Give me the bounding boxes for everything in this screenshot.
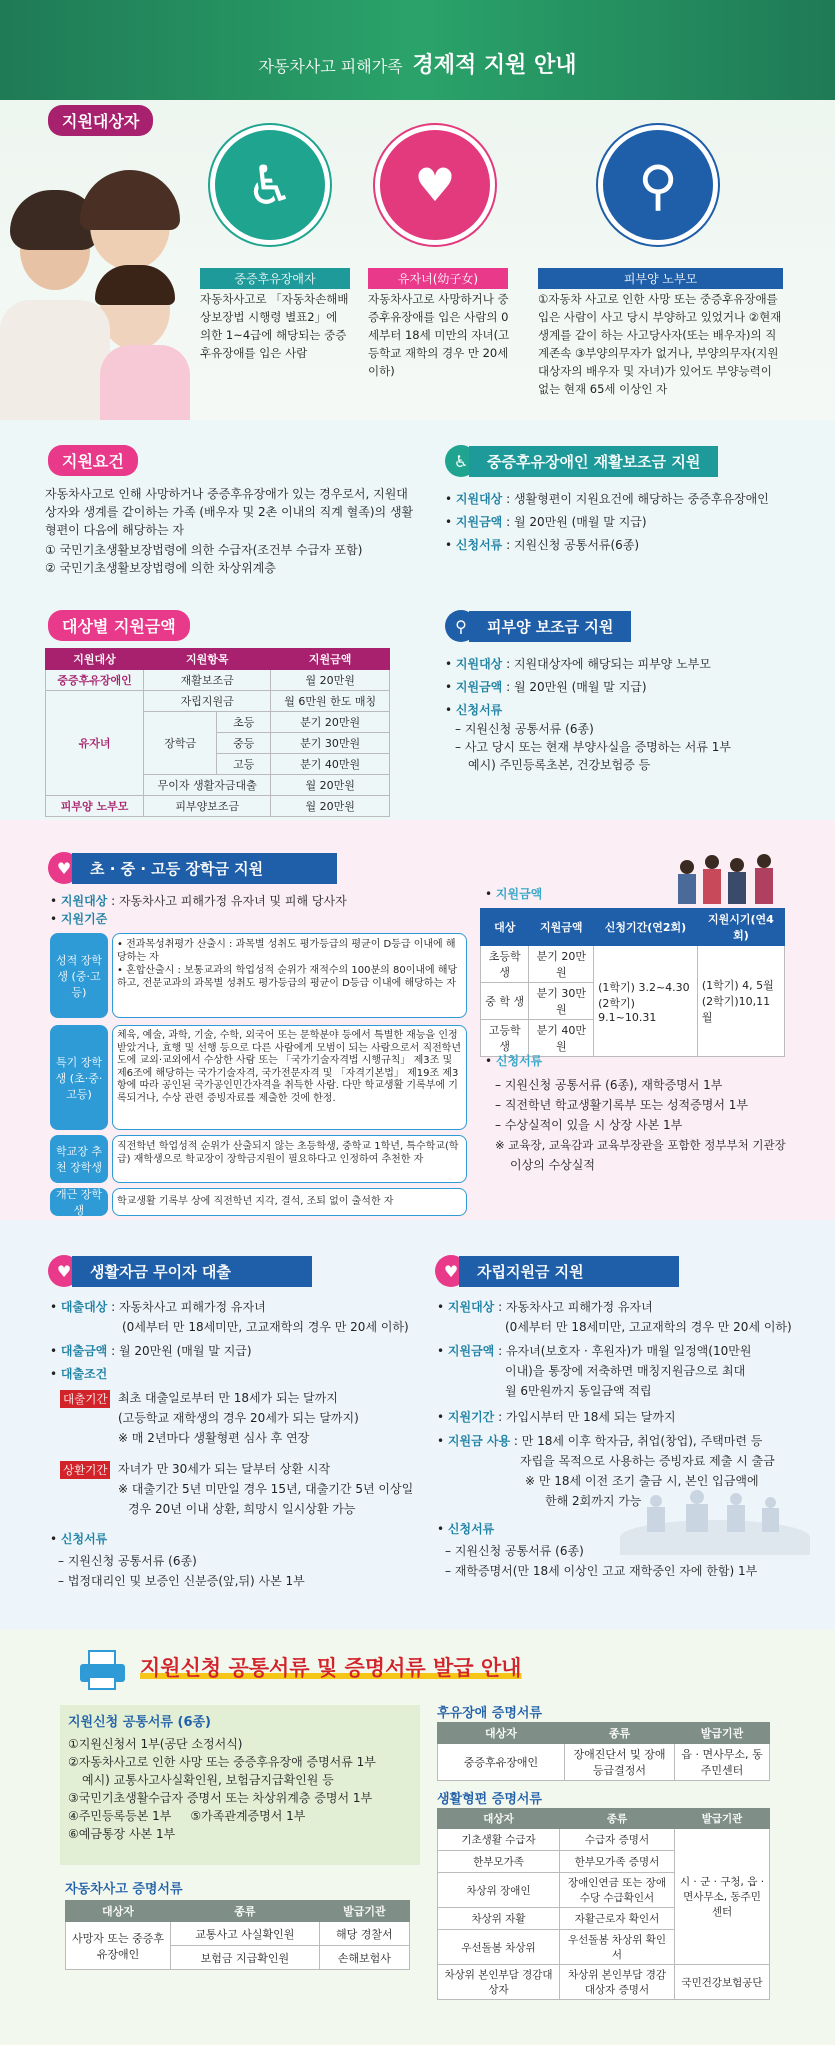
indep-target: • 지원대상 : 자동차사고 피해가정 유자녀 xyxy=(437,1300,653,1314)
col-header: 발급기관 xyxy=(675,1723,770,1744)
table-cell: 차상위 본인부담 경감대상자 xyxy=(438,1965,560,2000)
requirement-item-2: ② 국민기초생활보장법령에 의한 차상위계층 xyxy=(45,561,276,575)
criteria-name: 개근 장학생 xyxy=(50,1188,108,1216)
criteria-name: 성적 장학생 (중·고등) xyxy=(50,933,108,1018)
page-title xyxy=(0,48,835,79)
target-card-child xyxy=(375,125,500,245)
family-icon: ♥ xyxy=(375,125,495,245)
living-table xyxy=(437,1808,770,2000)
col-header: 발급기관 xyxy=(675,1809,770,1829)
target-card-parent xyxy=(598,125,723,245)
amount-item: 중등 xyxy=(217,733,271,754)
documents-section xyxy=(0,1630,835,2045)
target-section xyxy=(0,100,835,420)
amount-item: 무이자 생활자금대출 xyxy=(144,775,271,796)
loan-section xyxy=(0,1220,835,1630)
rehab-row: • 신청서류 : 지원신청 공통서류(6종) xyxy=(445,538,640,552)
amount-value: 분기 30만원 xyxy=(271,733,390,754)
requirement-item-1: ① 국민기초생활보장법령에 의한 수급자(조건부 수급자 포함) xyxy=(45,543,363,557)
disability-table xyxy=(437,1722,770,1781)
common-docs-box xyxy=(60,1705,420,1865)
rehab-row: • 지원대상 : 생활형편이 지원요건에 해당하는 중증후유장애인 xyxy=(445,492,769,506)
scholarship-heading xyxy=(48,852,337,884)
amount-target: 유자녀 xyxy=(46,691,144,796)
table-cell: 분기 20만원 xyxy=(529,946,594,983)
table-cell: 분기 40만원 xyxy=(529,1020,594,1057)
criteria-desc: 학교생활 기록부 상에 직전학년 지각, 결석, 조퇴 없이 출석한 자 xyxy=(112,1188,467,1216)
amount-value: 월 20만원 xyxy=(271,775,390,796)
loan-period: 최초 대출일로부터 만 18세가 되는 달까지 xyxy=(118,1391,338,1405)
indep-amount-cont: 월 6만원까지 동일금액 적립 xyxy=(505,1384,652,1398)
rehab-heading xyxy=(445,445,718,477)
col-header: 종류 xyxy=(560,1809,675,1829)
col-header: 발급기관 xyxy=(319,1901,409,1922)
target-heading: 지원대상자 xyxy=(48,105,153,136)
loan-repay: ※ 대출기간 5년 미만일 경우 15년, 대출기간 5년 이상일 xyxy=(118,1482,414,1496)
elderly-icon: ⚲ xyxy=(598,125,718,245)
indep-period: • 지원기간 : 가입시부터 만 18세 되는 달까지 xyxy=(437,1410,676,1424)
family-icon: ♥ xyxy=(435,1255,467,1287)
target-desc-child: 자동차사고로 사망하거나 중증후유장애를 입은 사람의 0세부터 18세 미만의 자녀(고등학교 재학의 경우 만 20세 이하) xyxy=(368,292,510,378)
accident-docs-title: 자동차사고 증명서류 xyxy=(65,1882,183,1897)
criteria-desc: 체육, 예술, 과학, 기술, 수학, 외국어 또는 문학분야 등에서 특별한 재능을 인정받았거나, 효행 및 선행 등으로 다른 사람에게 모범이 되는 사람으로서 직전학년도에 교외·교외에서 수상한 사람 또는 「국가기술자격법 시행규칙」 제3조 및 제6조에 해당하는 국가기술자격, 국가전문자격 및 「자격기본법」 제19조 제3항에 따라 공인된 국가공인민간자격을 취득한 사람. 다만 학교생활 기록부에 기록되거나, 수상 관련 증빙자료를 제출한 것에 한정. xyxy=(112,1025,467,1130)
table-cell: 시 · 군 · 구청, 읍 · 면사무소, 동주민센터 xyxy=(675,1829,770,1965)
common-doc: ②자동차사고로 인한 사망 또는 중증후유장애 증명서류 1부 xyxy=(68,1755,376,1769)
table-cell: 차상위 장애인 xyxy=(438,1873,560,1908)
scholarship-doc: 이상의 수상실적 xyxy=(510,1158,595,1172)
family-icon: ♥ xyxy=(48,852,80,884)
target-card-disabled xyxy=(210,125,335,245)
elderly-icon: ⚲ xyxy=(445,610,477,642)
indep-amount-cont: 이내)을 통장에 저축하면 매칭지원금으로 최대 xyxy=(505,1364,746,1378)
loan-period: ※ 매 2년마다 생활형편 심사 후 연장 xyxy=(118,1431,310,1445)
disability-docs-title: 후유장애 증명서류 xyxy=(437,1706,542,1721)
table-cell: 교통사고 사실확인원 xyxy=(171,1922,320,1946)
pay-period: (1학기) 4, 5월 (2학기)10,11월 xyxy=(697,946,784,1057)
requirement-text: 자동차사고로 인해 사망하거나 중증후유장애가 있는 경우로서, 지원대상자와 생계를 같이하는 가족 (배우자 및 2촌 이내의 직계 혈족)의 생활형편이 다음에 해당하는 자 xyxy=(45,487,414,537)
scholarship-section xyxy=(0,820,835,1220)
indep-use: • 지원금 사용 : 만 18세 이후 학자금, 취업(창업), 주택마련 등 xyxy=(437,1434,763,1448)
target-label-disabled: 중증후유장애자 xyxy=(200,268,350,289)
common-docs-title: 지원신청 공통서류 (6종) xyxy=(68,1715,212,1730)
dependent-heading xyxy=(445,610,631,642)
amount-item: 피부양보조금 xyxy=(144,796,271,817)
criteria-desc: 직전학년 학업성적 순위가 산출되지 않는 초등학생, 중학교 1학년, 특수학교(학급) 재학생으로 학교장이 장학금지원이 필요하다고 인정하여 추천한 자 xyxy=(112,1135,467,1183)
indep-use-cont: ※ 만 18세 이전 조기 출금 시, 본인 입금액에 xyxy=(525,1474,759,1488)
rehab-title: 중증후유장애인 재활보조금 지원 xyxy=(469,446,718,477)
table-cell: 우선돌봄 차상위 xyxy=(438,1930,560,1965)
loan-period-tag: 대출기간 xyxy=(60,1390,110,1408)
col-header: 종류 xyxy=(565,1723,675,1744)
scholarship-criteria-label: • 지원기준 xyxy=(50,912,108,926)
table-cell: 고등학생 xyxy=(481,1020,529,1057)
amount-target: 중증후유장애인 xyxy=(46,670,144,691)
table-cell: 한부모가족 증명서 xyxy=(560,1851,675,1873)
loan-repay-tag: 상환기간 xyxy=(60,1461,110,1479)
dependent-docs-label: • 신청서류 xyxy=(445,703,503,717)
requirement-section xyxy=(0,420,835,820)
family-photo xyxy=(0,170,200,420)
apply-period: (1학기) 3.2~4.30 (2학기) 9.1~10.31 xyxy=(594,946,698,1057)
loan-docs-label: • 신청서류 xyxy=(50,1532,108,1546)
header-band xyxy=(0,0,835,100)
loan-repay: 경우 20년 이내 상환, 희망시 일시상환 가능 xyxy=(128,1502,356,1516)
col-header: 신청기간(연2회) xyxy=(594,909,698,946)
scholarship-doc: – 직전학년 학교생활기록부 또는 성적증명서 1부 xyxy=(495,1098,748,1112)
col-header: 종류 xyxy=(171,1901,320,1922)
criteria-name: 특기 장학생 (초·중·고등) xyxy=(50,1025,108,1130)
target-label-child: 유자녀(幼子女) xyxy=(368,268,508,289)
loan-cond-label: • 대출조건 xyxy=(50,1367,108,1381)
hands-illustration xyxy=(620,1485,810,1555)
requirement-heading: 지원요건 xyxy=(48,445,138,476)
indep-target-note: (0세부터 만 18세미만, 고교재학의 경우 만 20세 이하) xyxy=(505,1320,792,1334)
dependent-row: • 지원금액 : 월 20만원 (매월 말 지급) xyxy=(445,680,647,694)
scholarship-doc: – 지원신청 공통서류 (6종), 재학증명서 1부 xyxy=(495,1078,723,1092)
target-desc-disabled: 자동차사고로 「자동차손해배상보장법 시행령 별표2」에 의한 1~4급에 해당되는 중증후유장애를 입은 사람 xyxy=(200,292,349,360)
table-cell: 해당 경찰서 xyxy=(319,1922,409,1946)
amount-value: 분기 20만원 xyxy=(271,712,390,733)
wheelchair-icon: ♿ xyxy=(210,125,330,245)
table-cell: 기초생활 수급자 xyxy=(438,1829,560,1851)
amount-table xyxy=(45,648,390,817)
col-header: 지원시기(연4회) xyxy=(697,909,784,946)
table-cell: 차상위 본인부담 경감대상자 증명서 xyxy=(560,1965,675,2000)
accident-table xyxy=(65,1900,410,1970)
amount-item: 초등 xyxy=(217,712,271,733)
dependent-doc: – 지원신청 공통서류 (6종) xyxy=(455,722,594,736)
table-cell: 장애진단서 및 장애등급결정서 xyxy=(565,1744,675,1781)
amount-heading: 대상별 지원금액 xyxy=(48,610,190,641)
loan-title: 생활자금 무이자 대출 xyxy=(72,1256,312,1287)
table-cell: 자활근로자 확인서 xyxy=(560,1908,675,1930)
indep-doc: – 재학증명서(만 18세 이상인 고교 재학중인 자에 한함) 1부 xyxy=(445,1564,758,1578)
amount-item: 재활보조금 xyxy=(144,670,271,691)
amount-value: 월 20만원 xyxy=(271,670,390,691)
col-header: 지원금액 xyxy=(529,909,594,946)
common-doc: ⑥예금통장 사본 1부 xyxy=(68,1827,176,1841)
scholarship-doc: ※ 교육장, 교육감과 교육부장관을 포함한 정부부처 기관장 xyxy=(495,1138,786,1152)
col-header: 대상자 xyxy=(438,1809,560,1829)
loan-repay: 자녀가 만 30세가 되는 달부터 상환 시작 xyxy=(118,1462,331,1476)
wheelchair-icon: ♿ xyxy=(445,445,477,477)
scholarship-amount-label: • 지원금액 xyxy=(485,887,543,901)
loan-doc: – 법정대리인 및 보증인 신분증(앞,뒤) 사본 1부 xyxy=(58,1574,305,1588)
amount-value: 분기 40만원 xyxy=(271,754,390,775)
amount-col-amount: 지원금액 xyxy=(271,649,390,670)
amount-item: 자립지원금 xyxy=(144,691,271,712)
table-cell: 사망자 또는 중증후유장애인 xyxy=(66,1922,171,1970)
title-main: 경제적 지원 안내 xyxy=(412,53,577,78)
common-doc: ①지원신청서 1부(공단 소정서식) xyxy=(68,1737,243,1751)
table-cell: 수급자 증명서 xyxy=(560,1829,675,1851)
loan-target: • 대출대상 : 자동차사고 피해가정 유자녀 xyxy=(50,1300,266,1314)
rehab-row: • 지원금액 : 월 20만원 (매월 말 지급) xyxy=(445,515,647,529)
table-cell: 한부모가족 xyxy=(438,1851,560,1873)
living-docs-title: 생활형편 증명서류 xyxy=(437,1792,542,1807)
indep-amount: • 지원금액 : 유자녀(보호자 · 후원자)가 매월 일정액(10만원 xyxy=(437,1344,752,1358)
table-cell: 분기 30만원 xyxy=(529,983,594,1020)
dependent-row: • 지원대상 : 지원대상자에 해당되는 피부양 노부모 xyxy=(445,657,711,671)
family-icon: ♥ xyxy=(48,1255,80,1287)
scholarship-amount-table xyxy=(480,908,785,1057)
table-cell: 중증후유장애인 xyxy=(438,1744,565,1781)
target-desc-parent: ①자동차 사고로 인한 사망 또는 중증후유장애를 입은 사람이 사고 당시 부양하고 있었거나 ②현재 생계를 같이 하는 사고당사자(또는 배우자)의 직계존속 ③부양의무자가 없거나, 부양의무자(지원대상자의 배우자 및 자녀)가 있어도 부양능력이 없는 현재 65세 이상인 자 xyxy=(538,292,782,396)
amount-target: 피부양 노부모 xyxy=(46,796,144,817)
table-cell: 보험금 지급확인원 xyxy=(171,1946,320,1970)
loan-target-note: (0세부터 만 18세미만, 고교재학의 경우 만 20세 이하) xyxy=(122,1320,409,1334)
amount-col-target: 지원대상 xyxy=(46,649,144,670)
table-cell: 국민건강보험공단 xyxy=(675,1965,770,2000)
criteria-desc: • 전과목성취평가 산출시 : 과목별 성취도 평가등급의 평균이 D등급 이내에 해당하는 자 • 혼합산출시 : 보통교과의 학업성적 순위가 재적수의 100분의 80이내에 해당하고, 전문교과의 과목별 성취도 평가등급의 평균이 D등급 이내에 해당하는 자 xyxy=(112,933,467,1018)
scholarship-title: 초 · 중 · 고등 장학금 지원 xyxy=(72,853,337,884)
amount-group: 장학금 xyxy=(144,712,217,775)
common-doc: ④주민등록등본 1부 ⑤가족관계증명서 1부 xyxy=(68,1809,306,1823)
col-header: 대상자 xyxy=(66,1901,171,1922)
loan-doc: – 지원신청 공통서류 (6종) xyxy=(58,1554,197,1568)
documents-title: 지원신청 공통서류 및 증명서류 발급 안내 xyxy=(140,1656,522,1680)
col-header: 대상 xyxy=(481,909,529,946)
printer-icon xyxy=(80,1650,125,1690)
indep-docs-label: • 신청서류 xyxy=(437,1522,495,1536)
dependent-doc: – 사고 당시 또는 현재 부양사실을 증명하는 서류 1부 xyxy=(455,740,731,754)
title-prefix: 자동차사고 피해가족 xyxy=(258,57,403,76)
amount-col-item: 지원항목 xyxy=(144,649,271,670)
common-doc: ③국민기초생활수급자 증명서 또는 차상위계층 증명서 1부 xyxy=(68,1791,373,1805)
amount-item: 고등 xyxy=(217,754,271,775)
criteria-name: 학교장 추천 장학생 xyxy=(50,1135,108,1183)
indep-use-cont: 자립을 목적으로 사용하는 증빙자료 제출 시 출금 xyxy=(520,1454,775,1468)
independence-title: 자립지원금 지원 xyxy=(459,1256,679,1287)
loan-period: (고등학교 재학생의 경우 20세가 되는 달까지) xyxy=(118,1411,359,1425)
students-illustration xyxy=(675,850,785,910)
table-cell: 손해보험사 xyxy=(319,1946,409,1970)
amount-value: 월 20만원 xyxy=(271,796,390,817)
dependent-doc: 예시) 주민등록초본, 건강보험증 등 xyxy=(468,758,651,772)
table-cell: 초등학생 xyxy=(481,946,529,983)
scholarship-doc: – 수상실적이 있을 시 상장 사본 1부 xyxy=(495,1118,683,1132)
table-cell: 우선돌봄 차상위 확인서 xyxy=(560,1930,675,1965)
table-cell: 장애인연금 또는 장애수당 수급확인서 xyxy=(560,1873,675,1908)
table-cell: 중 학 생 xyxy=(481,983,529,1020)
amount-value: 월 6만원 한도 매칭 xyxy=(271,691,390,712)
independence-heading xyxy=(435,1255,679,1287)
scholarship-target: • 지원대상 : 자동차사고 피해가정 유자녀 및 피해 당사자 xyxy=(50,894,347,908)
target-label-parent: 피부양 노부모 xyxy=(538,268,783,289)
loan-amount: • 대출금액 : 월 20만원 (매월 말 지급) xyxy=(50,1344,252,1358)
table-cell: 읍 · 면사무소, 동주민센터 xyxy=(675,1744,770,1781)
loan-heading xyxy=(48,1255,312,1287)
indep-doc: – 지원신청 공통서류 (6종) xyxy=(445,1544,584,1558)
indep-use-cont: 한해 2회까지 가능 xyxy=(545,1494,642,1508)
col-header: 대상자 xyxy=(438,1723,565,1744)
common-doc: 예시) 교통사고사실확인원, 보험금지급확인원 등 xyxy=(82,1773,334,1787)
table-cell: 차상위 자활 xyxy=(438,1908,560,1930)
scholarship-docs-label: • 신청서류 xyxy=(485,1054,543,1068)
dependent-title: 피부양 보조금 지원 xyxy=(469,611,631,642)
